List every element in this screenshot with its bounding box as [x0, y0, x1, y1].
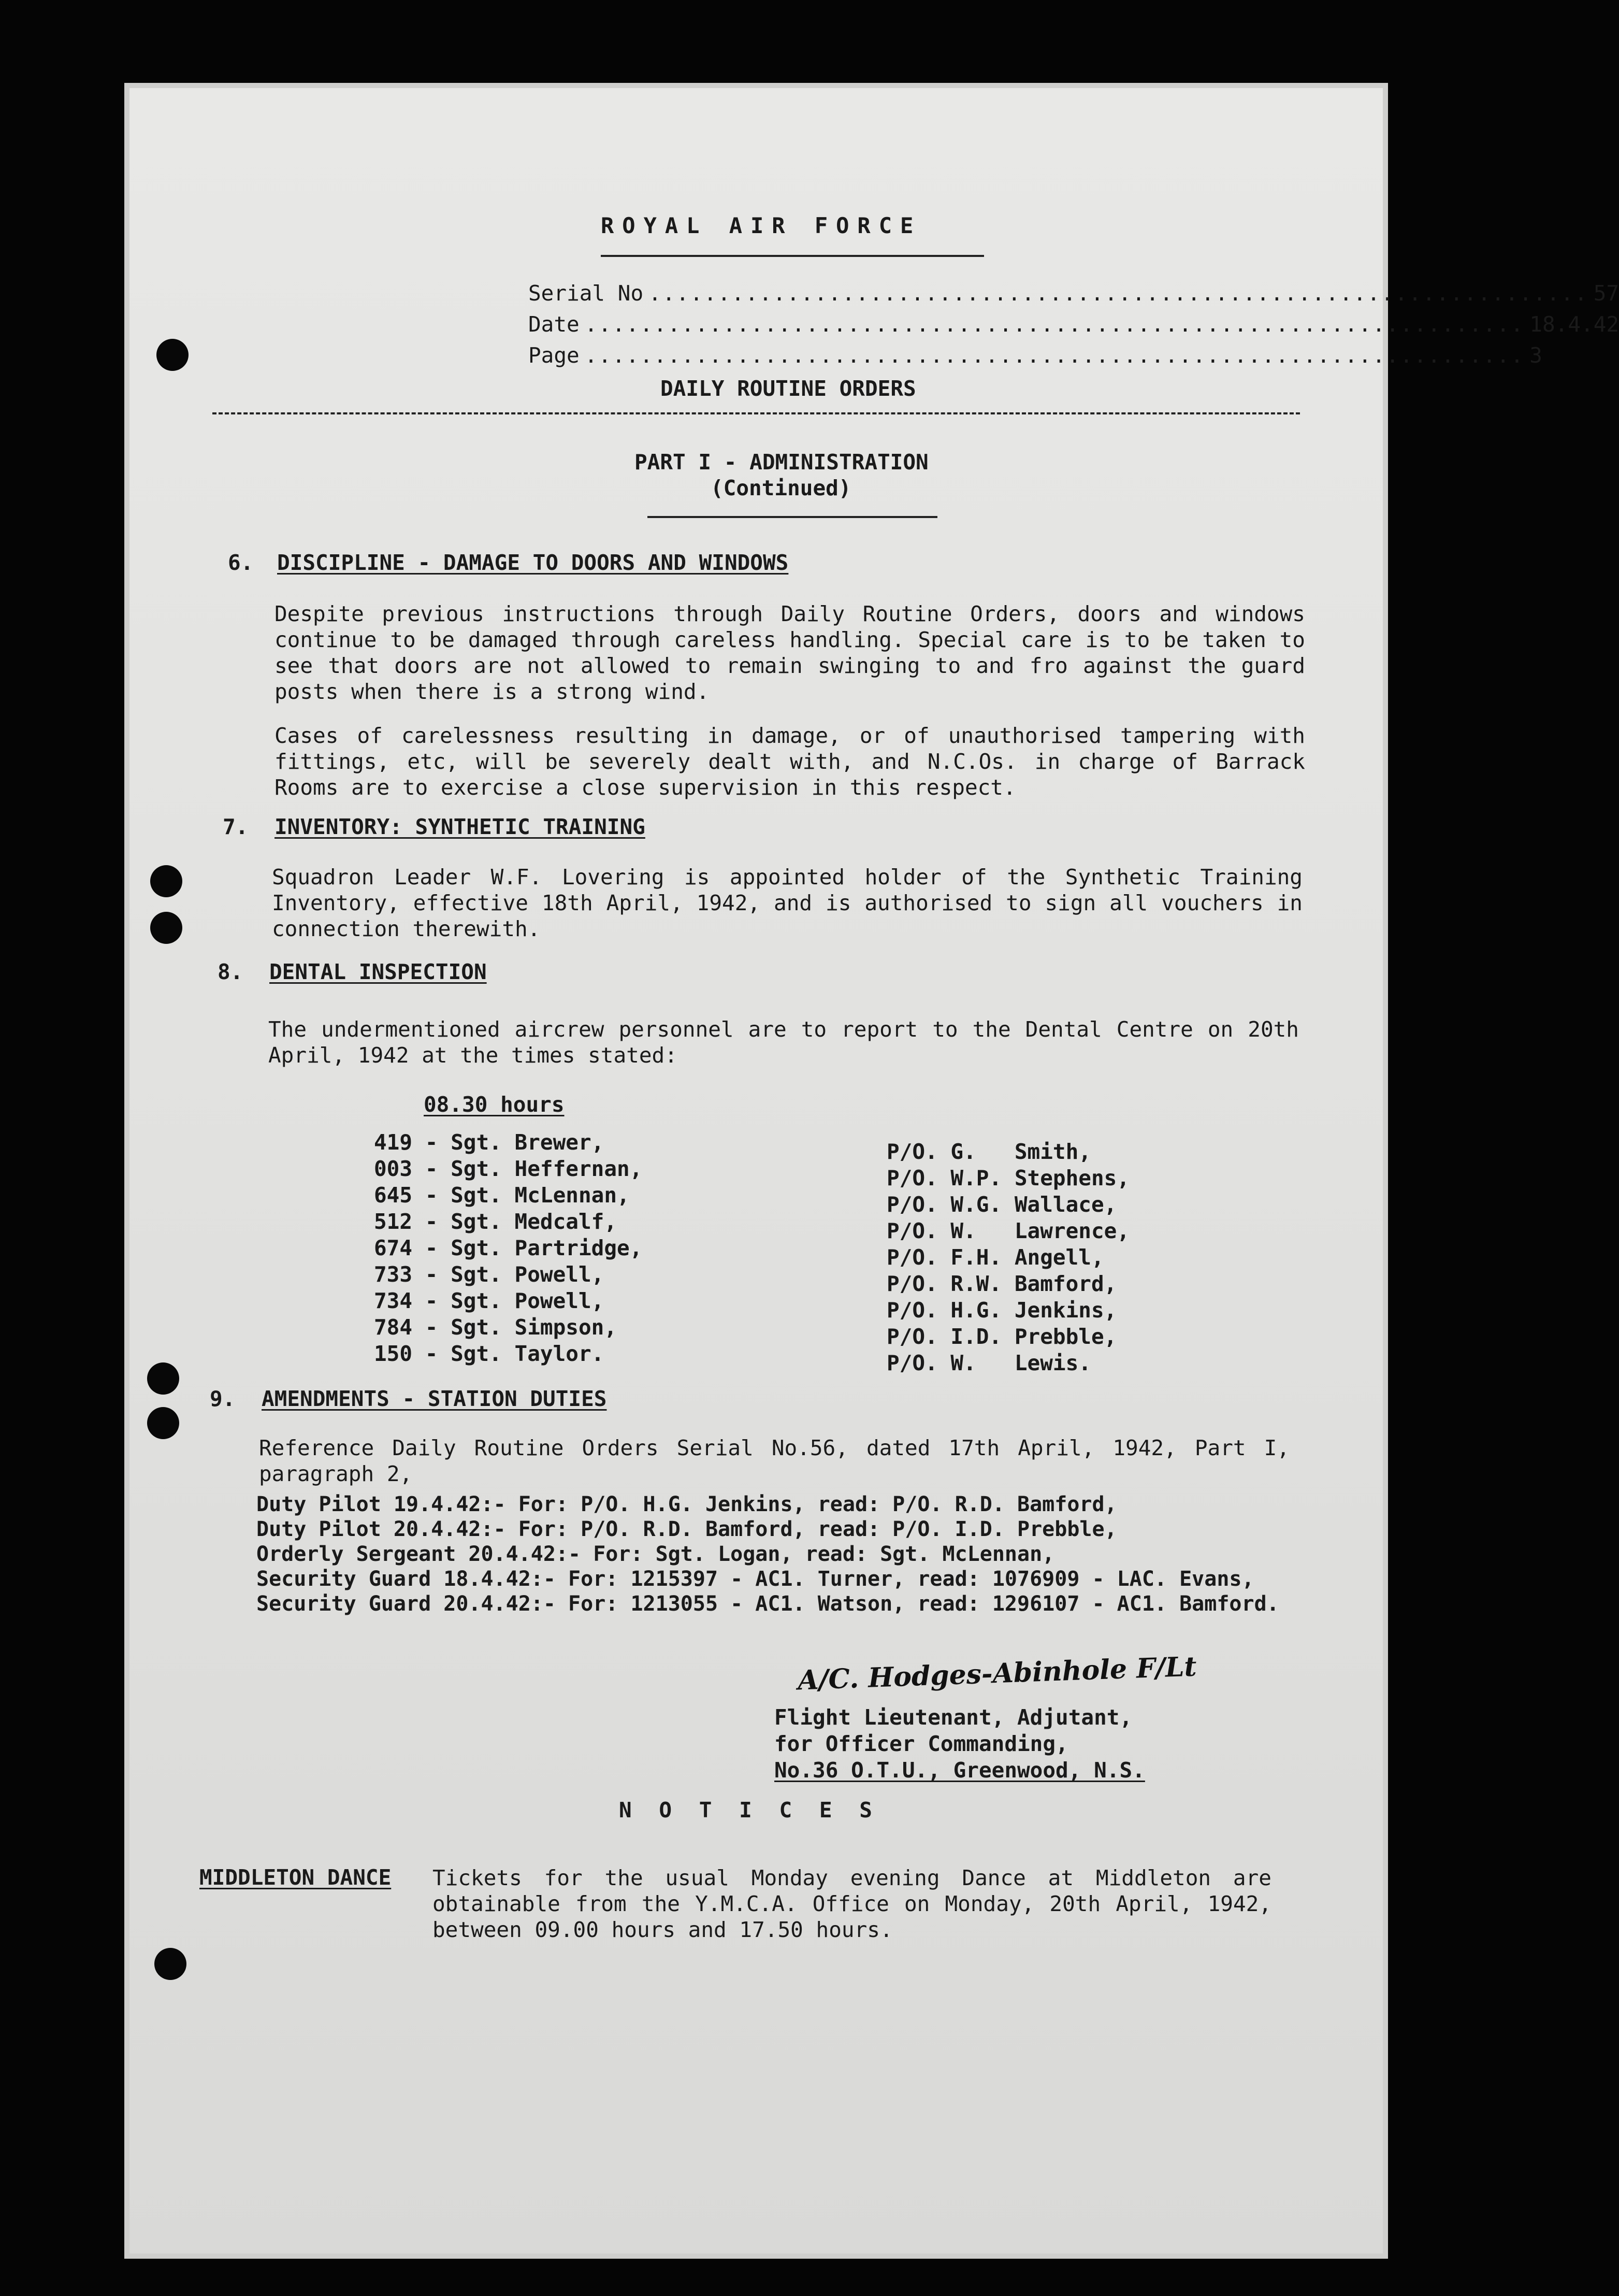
amendment-line: Security Guard 20.4.42:- For: 1213055 - AC1. Watson, read: 1296107 - AC1. Bamford.	[256, 1592, 1279, 1616]
page-value: 3	[1529, 343, 1542, 368]
section-paragraph: Squadron Leader W.F. Lovering is appointed holder of the Synthetic Training Inventory, effective 18th April, 1942, and is authorised to sign all vouchers in connection therewith.	[272, 865, 1303, 941]
section-paragraph: Reference Daily Routine Orders Serial No.56, dated 17th April, 1942, Part I, paragraph 2,	[259, 1436, 1290, 1486]
punch-hole	[150, 912, 182, 944]
list-item: P/O. F.H. Angell,	[887, 1245, 1104, 1270]
section-title: AMENDMENTS - STATION DUTIES	[262, 1386, 607, 1411]
officer-list	[887, 1139, 1130, 1376]
amendment-line: Duty Pilot 19.4.42:- For: P/O. H.G. Jenkins, read: P/O. R.D. Bamford,	[256, 1493, 1117, 1516]
section-number: 6.	[228, 550, 254, 575]
header-fields	[528, 278, 1619, 371]
list-item: P/O. I.D. Prebble,	[887, 1324, 1117, 1349]
notice-text: Tickets for the usual Monday evening Dance at Middleton are obtainable from the Y.M.C.A. Office on Monday, 20th April, 1942, between 09.00 hours and 17.50 hours.	[432, 1866, 1271, 1942]
punch-hole	[147, 1362, 179, 1395]
dot-leader: ....................................................................	[648, 281, 1588, 306]
document-heading: ROYAL AIR FORCE	[601, 213, 922, 238]
doc-title: DAILY ROUTINE ORDERS	[660, 376, 916, 401]
punch-hole	[156, 339, 189, 371]
list-item: 784 - Sgt. Simpson,	[374, 1315, 617, 1340]
signature-line: No.36 O.T.U., Greenwood, N.S.	[774, 1758, 1145, 1783]
amendment-line: Duty Pilot 20.4.42:- For: P/O. R.D. Bamford, read: P/O. I.D. Prebble,	[256, 1517, 1117, 1541]
list-item: P/O. R.W. Bamford,	[887, 1271, 1117, 1296]
punch-hole	[150, 865, 182, 897]
page-row	[528, 340, 1542, 371]
serial-row	[528, 278, 1619, 309]
notices-heading: N O T I C E S	[619, 1798, 879, 1823]
list-item: P/O. G. Smith,	[887, 1139, 1091, 1164]
amendment-line: Orderly Sergeant 20.4.42:- For: Sgt. Logan, read: Sgt. McLennan,	[256, 1542, 1055, 1566]
list-item: 003 - Sgt. Heffernan,	[374, 1156, 643, 1181]
signature-line: Flight Lieutenant, Adjutant,	[774, 1705, 1133, 1730]
section-paragraph: The undermentioned aircrew personnel are to report to the Dental Centre on 20th April, 1942 at the times stated:	[268, 1017, 1299, 1068]
amendment-line: Security Guard 18.4.42:- For: 1215397 - AC1. Turner, read: 1076909 - LAC. Evans,	[256, 1567, 1254, 1591]
handwritten-signature: A/C. Hodges-Abinhole F/Lt	[797, 1651, 1197, 1697]
title-rule	[212, 412, 1300, 414]
serial-label: Serial No	[528, 281, 644, 306]
section-number: 9.	[210, 1386, 236, 1411]
list-item: P/O. W.P. Stephens,	[887, 1166, 1130, 1190]
date-value: 18.4.42	[1529, 312, 1619, 337]
list-item: P/O. W. Lewis.	[887, 1351, 1091, 1375]
section-paragraph: Despite previous instructions through Daily Routine Orders, doors and windows continue to be damaged through careless handling. Special care is to be taken to see that doors are not allowed to remain swinging to and fro against the guard posts when there is a strong wind.	[274, 601, 1305, 704]
serial-value: 57	[1593, 281, 1619, 306]
list-item: 645 - Sgt. McLennan,	[374, 1183, 630, 1208]
list-item: 733 - Sgt. Powell,	[374, 1262, 604, 1287]
punch-hole	[147, 1407, 179, 1439]
list-item: P/O. W.G. Wallace,	[887, 1192, 1117, 1217]
section-title: DISCIPLINE - DAMAGE TO DOORS AND WINDOWS	[277, 550, 789, 575]
dot-leader: ....................................................................	[584, 343, 1525, 368]
list-item: P/O. H.G. Jenkins,	[887, 1298, 1117, 1323]
list-item: 150 - Sgt. Taylor.	[374, 1341, 604, 1366]
list-item: P/O. W. Lawrence,	[887, 1218, 1130, 1243]
part-title: PART I - ADMINISTRATION	[634, 450, 929, 475]
signature-block	[774, 1704, 1145, 1784]
time-heading: 08.30 hours	[424, 1092, 565, 1117]
list-item: 674 - Sgt. Partridge,	[374, 1236, 643, 1260]
list-item: 419 - Sgt. Brewer,	[374, 1130, 604, 1155]
section-paragraph: Cases of carelessness resulting in damage, or of unauthorised tampering with fittings, etc, will be severely dealt with, and N.C.Os. in charge of Barrack Rooms are to exercise a close supervision in this respect.	[274, 723, 1305, 800]
part-subtitle: (Continued)	[711, 476, 851, 500]
sergeant-list	[374, 1129, 642, 1367]
part-rule	[647, 516, 937, 518]
heading-rule	[601, 255, 984, 257]
section-number: 8.	[218, 959, 243, 984]
date-label: Date	[528, 312, 580, 337]
page-label: Page	[528, 343, 580, 368]
list-item: 512 - Sgt. Medcalf,	[374, 1209, 617, 1234]
section-title: INVENTORY: SYNTHETIC TRAINING	[274, 814, 645, 839]
dot-leader: ....................................................................	[584, 312, 1525, 337]
punch-hole	[154, 1948, 186, 1980]
date-row	[528, 309, 1619, 340]
notice-label: MIDDLETON DANCE	[199, 1865, 392, 1890]
amendment-list	[256, 1492, 1279, 1616]
section-number: 7.	[223, 814, 249, 839]
signature-line: for Officer Commanding,	[774, 1731, 1068, 1756]
list-item: 734 - Sgt. Powell,	[374, 1288, 604, 1313]
section-title: DENTAL INSPECTION	[269, 959, 487, 984]
